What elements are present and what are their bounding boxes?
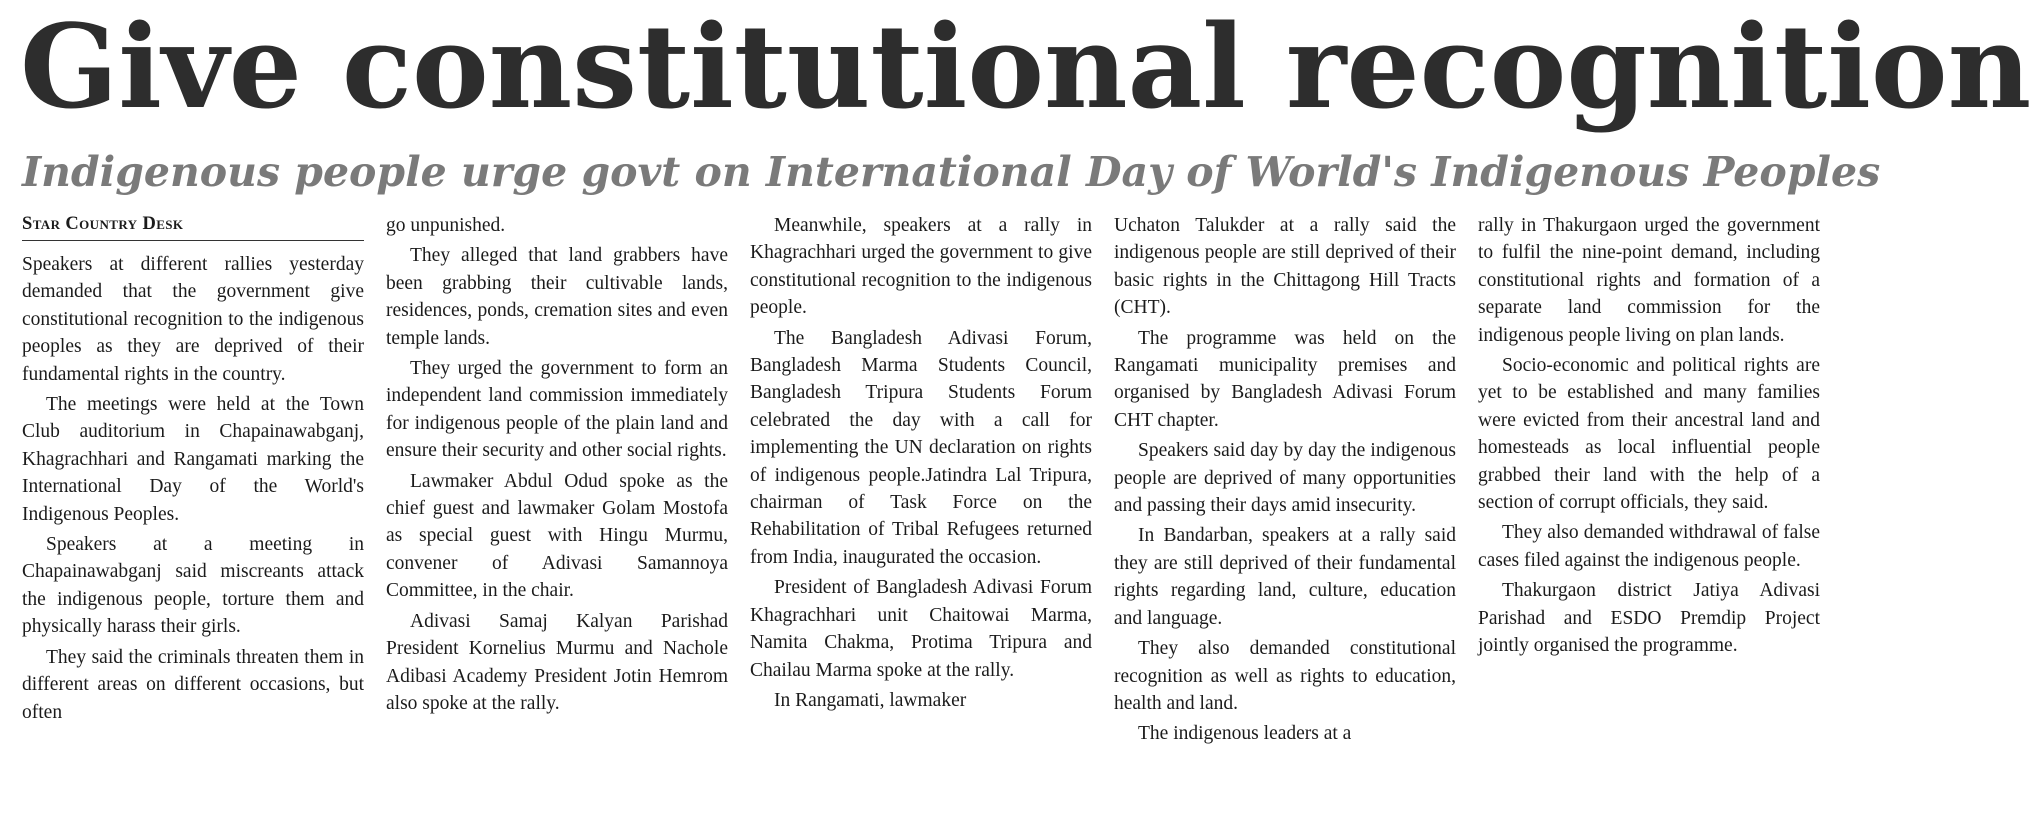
paragraph: They alleged that land grabbers have been grabbing their cultivable lands, residences, ponds, cremation sites and even temple lands. [386,245,728,349]
paragraph: In Bandarban, speakers at a rally said they are still deprived of their fundamental rights regarding land, culture, education and language. [1114,525,1456,629]
column-2 [386,212,728,827]
article-body [22,212,1822,827]
paragraph: They urged the government to form an independent land commission immediately for indigenous people of the plain land and ensure their security and other social rights. [386,358,728,462]
headline: Give constitutional recognition [20,0,2031,135]
paragraph: Socio-economic and political rights are yet to be established and many families were evicted from their ancestral land and homesteads as local influential people grabbed their land with the help of a section of corrupt officials, they said. [1478,355,1820,514]
paragraph: The programme was held on the Rangamati municipality premises and organised by Bangladesh Adivasi Forum CHT chapter. [1114,327,1456,431]
paragraph: Adivasi Samaj Kalyan Parishad President Kornelius Murmu and Nachole Adibasi Academy President Jotin Hemrom also spoke at the rally. [386,610,728,714]
column-5 [1478,212,1820,827]
paragraph: They said the criminals threaten them in different areas on different occasions, but often [22,646,364,723]
paragraph: Uchaton Talukder at a rally said the indigenous people are still deprived of their basic rights in the Chittagong Hill Tracts (CHT). [1114,215,1456,319]
paragraph: The Bangladesh Adivasi Forum, Bangladesh Marma Students Council, Bangladesh Tripura Students Forum celebrated the day with a call for implementing the UN declaration on rights of indigenous people.Jatindra Lal Tripura, chairman of Task Force on the Rehabilitation of Tribal Refugees returned from India, inaugurated the occasion. [750,327,1092,568]
paragraph: They also demanded constitutional recognition as well as rights to education, health and land. [1114,638,1456,714]
paragraph: rally in Thakurgaon urged the government to fulfil the nine-point demand, including constitutional rights and formation of a separate land commission for the indigenous people living on plan lands. [1478,215,1820,346]
paragraph: The meetings were held at the Town Club auditorium in Chapainawabganj, Khagrachhari and Rangamati marking the International Day of the World's Indigenous Peoples. [22,394,364,525]
column-4 [1114,212,1456,827]
column-3 [750,212,1092,827]
byline: Star Country Desk [22,212,364,241]
paragraph: Lawmaker Abdul Odud spoke as the chief guest and lawmaker Golam Mostofa as special guest with Hingu Murmu, convener of Adivasi Samannoya Committee, in the chair. [386,470,728,602]
paragraph: Speakers at a meeting in Chapainawabganj said miscreants attack the indigenous people, torture them and physically harass their girls. [22,534,364,638]
paragraph: go unpunished. [386,215,506,236]
paragraph: Thakurgaon district Jatiya Adivasi Parishad and ESDO Premdip Project jointly organised the programme. [1478,580,1820,657]
paragraph: In Rangamati, lawmaker [774,689,967,711]
column-1 [22,212,364,827]
subheadline: Indigenous people urge govt on International Day of World's Indigenous Peoples [22,148,1881,196]
paragraph: The indigenous leaders at a [1138,723,1352,745]
paragraph: President of Bangladesh Adivasi Forum Khagrachhari unit Chaitowai Marma, Namita Chakma, Protima Tripura and Chailau Marma spoke at the rally. [750,577,1092,681]
paragraph: Speakers at different rallies yesterday demanded that the government give constitutional recognition to the indigenous peoples as they are deprived of their fundamental rights in the country. [22,254,364,385]
paragraph: They also demanded withdrawal of false cases filed against the indigenous people. [1478,522,1820,571]
paragraph: Meanwhile, speakers at a rally in Khagrachhari urged the government to give constitutional recognition to the indigenous people. [750,215,1092,319]
paragraph: Speakers said day by day the indigenous people are deprived of many opportunities and passing their days amid insecurity. [1114,440,1456,517]
